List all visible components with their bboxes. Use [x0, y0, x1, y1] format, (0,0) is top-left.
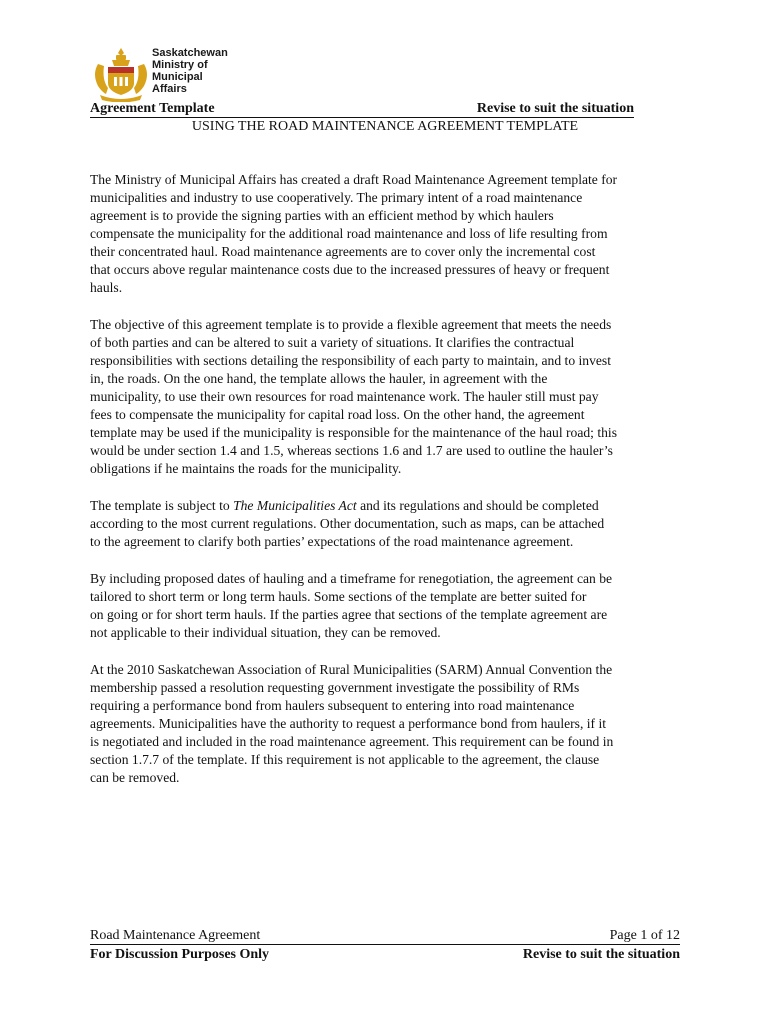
text-line: is negotiated and included in the road maintenance agreement. This requirement can be found in	[90, 734, 614, 749]
document-footer	[90, 927, 680, 963]
text-line: would be under section 1.4 and 1.5, whereas sections 1.6 and 1.7 are used to outline the hauler’s	[90, 443, 613, 458]
text-line: fees to compensate the municipality for capital road loss. On the other hand, the agreement	[90, 407, 585, 422]
document-header	[90, 100, 634, 118]
text-line: requiring a performance bond from haulers subsequent to entering into road maintenance	[90, 698, 575, 713]
header-note: Revise to suit the situation	[476, 101, 634, 116]
text-line: their concentrated haul. Road maintenance agreements are to cover only the incremental cost	[90, 244, 596, 259]
paragraph-intro	[90, 171, 686, 297]
text-line: At the 2010 Saskatchewan Association of Rural Municipalities (SARM) Annual Convention the	[90, 662, 613, 677]
text-line: By including proposed dates of hauling and a timeframe for renegotiation, the agreement can be	[90, 571, 613, 586]
text-line: according to the most current regulations. Other documentation, such as maps, can be attached	[90, 516, 605, 531]
paragraph-hauling-dates	[90, 570, 686, 642]
paragraph-objective	[90, 316, 686, 478]
footer-discussion-note: For Discussion Purposes Only	[90, 947, 270, 962]
text-segment: and its regulations and should be completed	[356, 498, 599, 513]
ministry-line: Ministry of	[152, 59, 208, 71]
text-line: obligations if he maintains the roads for the municipality.	[90, 461, 402, 476]
act-title: The Municipalities Act	[233, 498, 357, 513]
ministry-line: Saskatchewan	[152, 47, 228, 59]
saskatchewan-coat-of-arms-logo	[92, 46, 150, 102]
paragraph-regulations	[90, 497, 686, 551]
text-line: hauls.	[90, 280, 123, 295]
text-line: The objective of this agreement template is to provide a flexible agreement that meets the needs	[90, 317, 612, 332]
text-line: agreement is to provide the signing parties with an efficient method by which haulers	[90, 208, 554, 223]
document-body	[90, 171, 686, 806]
text-line: on going or for short term hauls. If the parties agree that sections of the template agreement are	[90, 607, 608, 622]
text-line: in, the roads. On the one hand, the template allows the hauler, in agreement with the	[90, 371, 548, 386]
page-title: USING THE ROAD MAINTENANCE AGREEMENT TEMPLATE	[191, 119, 579, 134]
text-line: can be removed.	[90, 770, 180, 785]
text-segment: The template is subject to	[90, 498, 234, 513]
text-line: responsibilities with sections detailing the responsibility of each party to maintain, and to invest	[90, 353, 611, 368]
paragraph-performance-bond	[90, 661, 686, 787]
ministry-line: Municipal	[152, 71, 203, 83]
footer-revise-note: Revise to suit the situation	[522, 947, 680, 962]
text-line: membership passed a resolution requesting government investigate the possibility of RMs	[90, 680, 580, 695]
text-line: municipality, to use their own resources for road maintenance work. The hauler still must pay	[90, 389, 599, 404]
text-line: compensate the municipality for the additional road maintenance and loss of life resulting from	[90, 226, 608, 241]
footer-row	[90, 927, 680, 945]
text-line: not applicable to their individual situation, they can be removed.	[90, 625, 441, 640]
text-line: agreements. Municipalities have the authority to request a performance bond from haulers, if it	[90, 716, 607, 731]
text-line: that occurs above regular maintenance costs due to the increased pressures of heavy or frequent	[90, 262, 610, 277]
text-line: to the agreement to clarify both parties’ expectations of the road maintenance agreement.	[90, 534, 574, 549]
text-line: tailored to short term or long term hauls. Some sections of the template are better suited for	[90, 589, 587, 604]
text-line	[90, 497, 686, 515]
header-title: Agreement Template	[90, 101, 215, 116]
text-line: The Ministry of Municipal Affairs has created a draft Road Maintenance Agreement template for	[90, 172, 618, 187]
page-number: Page 1 of 12	[609, 928, 680, 943]
text-line: of both parties and can be altered to suit a variety of situations. It clarifies the contractual	[90, 335, 575, 350]
ministry-name	[152, 47, 228, 95]
ministry-line: Affairs	[152, 83, 187, 95]
text-line: section 1.7.7 of the template. If this requirement is not applicable to the agreement, the clause	[90, 752, 600, 767]
text-line: template may be used if the municipality is responsible for the maintenance of the haul road; this	[90, 425, 617, 440]
text-line: municipalities and industry to use cooperatively. The primary intent of a road maintenance	[90, 190, 583, 205]
footer-doc-title: Road Maintenance Agreement	[90, 928, 261, 943]
footer-row	[90, 946, 680, 963]
